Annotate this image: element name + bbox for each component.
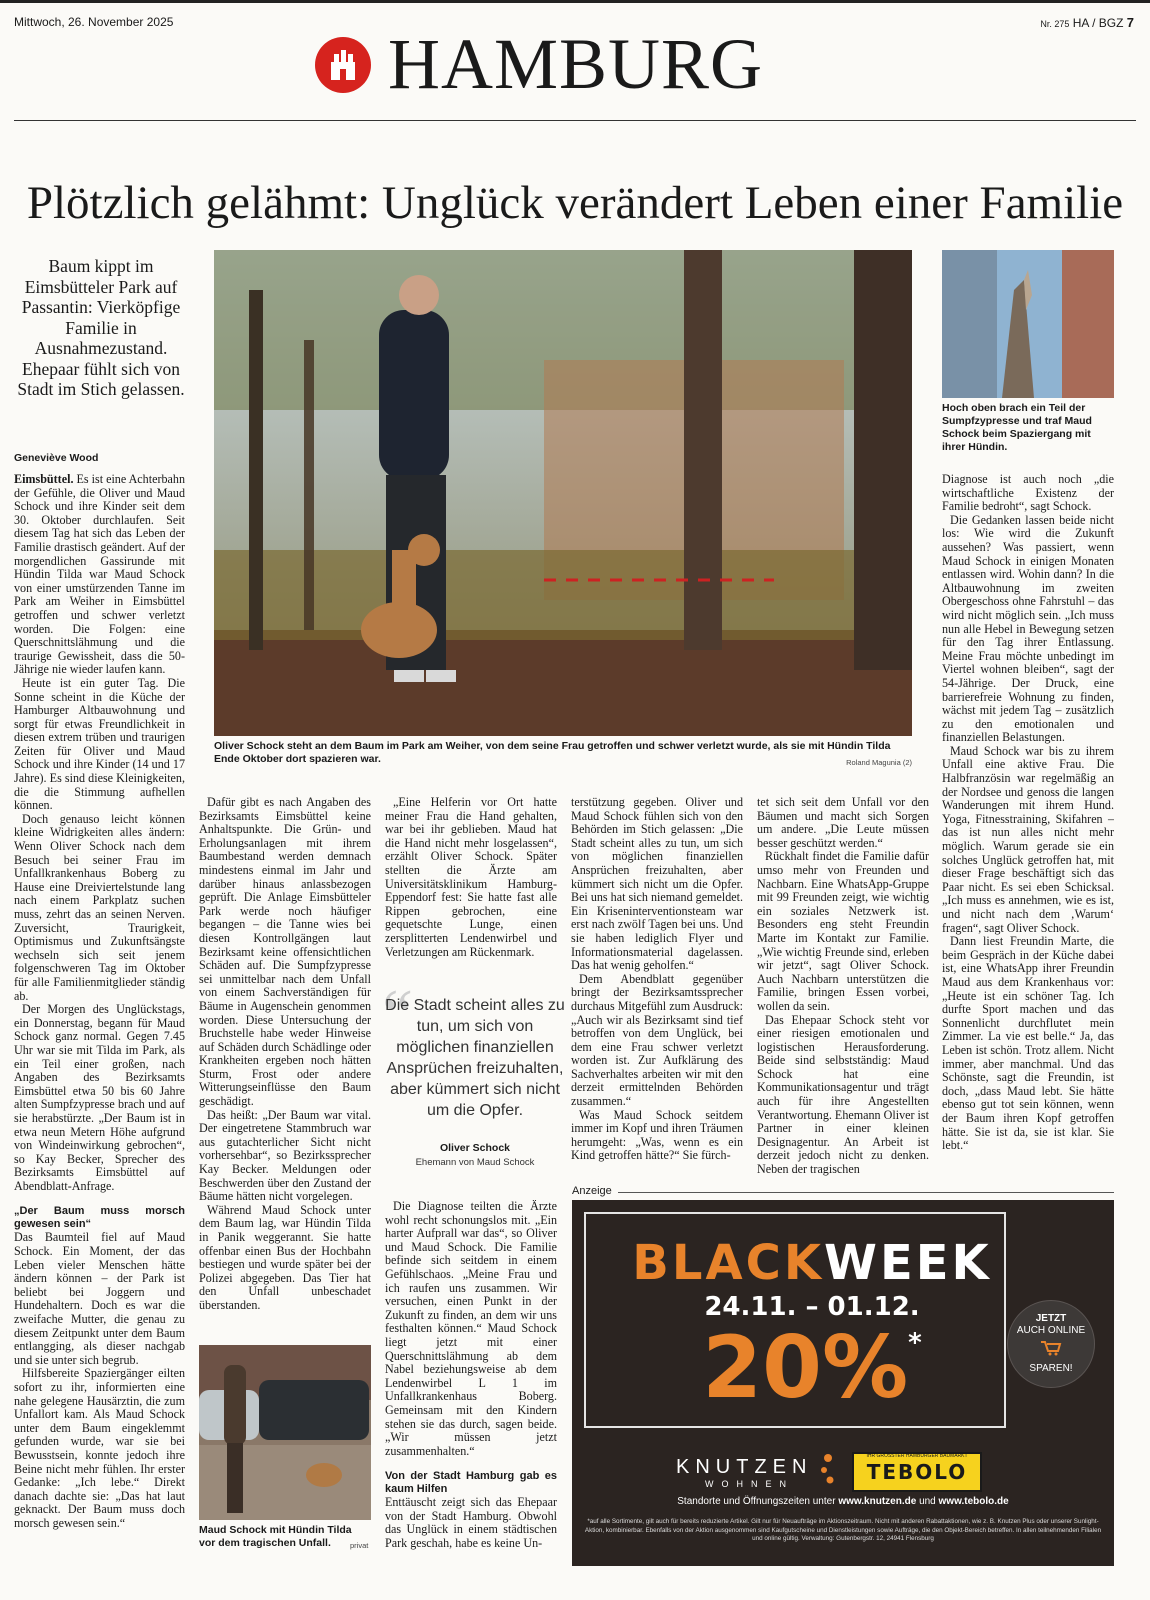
paragraph: terstützung gegeben. Oliver und Maud Schock fühlen sich von den Behörden im Stich gelassen: „Die Stadt scheint alles zu tun, um sich von möglichen finanziellen Ansprüchen freizuhalten, aber kümmert sich nicht um die Opfer. Bei uns hat sich niemand gemeldet. Ein Kriseninterventionsteam war erst nach zwölf Tagen bei uns. Und sie haben lediglich Flyer und Informationsmaterial dagelassen. Das hat wenig geholfen.“ — [571, 796, 743, 973]
ad-dates: 24.11. – 01.12. — [704, 1292, 920, 1322]
cart-icon — [1040, 1340, 1062, 1356]
subheading: „Der Baum muss morsch gewesen sein“ — [14, 1205, 185, 1231]
article-column-1 — [14, 473, 185, 1585]
paragraph: Der Morgen des Unglückstags, ein Donnerstag, begann für Maud Schock ganz normal. Gegen 7.45 Uhr war sie mit Tilda im Park, als ein Teil einer großen, nach Angaben des Bezirksamts Eimsbüttel etwa 50 bis 60 Jahre alten Sumpfzypresse brach und auf sie herabstürzte. „Der Baum ist in etwa neun Metern Höhe aufgrund von Windeinwirkung gebrochen“, so Kay Becker, Sprecher des Bezirksamts Eimsbüttel auf Abendblatt-Anfrage. — [14, 1002, 185, 1193]
small-photo-caption: Maud Schock mit Hündin Tilda vor dem tragischen Unfall. — [199, 1524, 352, 1549]
issue-date: Mittwoch, 26. November 2025 — [14, 15, 174, 29]
photo-credit: Roland Magunia (2) — [846, 758, 912, 767]
tebolo-logo: TEBOLO — [852, 1452, 982, 1492]
tebolo-link[interactable]: www.tebolo.de — [938, 1496, 1009, 1507]
article-column-2 — [199, 796, 371, 1336]
tree-photo-caption: Hoch oben brach ein Teil der Sumpfzypresse und traf Maud Schock beim Spaziergang mit ihrer Hündin. — [942, 402, 1092, 453]
paragraph: Rückhalt findet die Familie dafür umso mehr von Freunden und Nachbarn. Eine WhatsApp-Gruppe mit 99 Freunden zeigt, wie wichtig ein soziales Netzwerk ist. Besonders eng steht Freundin Marte im Kontakt zur Familie. „Wie wichtig Freunde sind, erleben wir jetzt“, sagt Oliver Schock. Auch Nachbarn unterstützen die Familie, bringen Essen vorbei, wollen da sein. — [757, 849, 929, 1013]
paragraph: Dann liest Freundin Marte, die beim Gespräch in der Küche dabei ist, eine WhatsApp ihrer Freundin Maud aus dem Krankenhaus vor: „Heute ist ein schöner Tag. Ich durfte Sport machen und das Sonnenlicht durchflutet mein Zimmer. La vie est belle.“ Ja, das Leben ist schön. Trotz allem. Nicht immer, aber manchmal. Und das Schönste, sagt die Freundin, ist doch, „dass Maud lebt. Sie hätte ebenso gut tot sein können, wenn der Baum ihren Kopf getroffen hätte. Sie ist da, sie ist klar. Sie lebt.“ — [942, 934, 1114, 1153]
pull-quote: Die Stadt scheint alles zu tun, um sich von möglichen finanziellen Ansprüchen freizuhalten, aber kümmert sich nicht um die Opfer. — [385, 997, 565, 1119]
quote-mark-icon: “ — [382, 976, 414, 1053]
ad-title-week: WEEK — [824, 1235, 992, 1291]
main-photo — [214, 250, 912, 736]
paragraph: Enttäuscht zeigt sich das Ehepaar von der Stadt Hamburg. Obwohl das Unglück in einem städtischen Park geschah, habe es keine Un- — [385, 1495, 557, 1551]
ad-discount-value: 20% — [702, 1318, 909, 1418]
small-photo — [199, 1345, 371, 1520]
pull-quote-name: Oliver Schock — [439, 1142, 511, 1154]
paragraph: Maud Schock war bis zu ihrem Unfall eine aktive Frau. Die Halbfranzösin war regelmäßig an der Nordsee und genoss die langen Wanderungen mit ihrem Hund. Yoga, Fitnesstraining, Skifahren – das ist nun alles nicht mehr möglich. Warum gerade sie ein solches Unglück getroffen hat, mit dieser Frage beschäftigt sich das Paar nicht. Es sei eben Schicksal. „Ich muss es annehmen, wie es ist, und nicht nach dem ‚Warum‘ fragen“, sagt Oliver Schock. — [942, 743, 1114, 935]
ad-rule — [618, 1192, 1114, 1193]
paragraph: „Eine Helferin vor Ort hatte meiner Frau die Hand gehalten, war bei ihr geblieben. Maud hat die Hand nicht mehr losgelassen“, erzählt Oliver Schock. Später stellten die Ärzte am Universitätsklinikum Hamburg-Eppendorf fest: Sie hatte fast alle Rippen gebrochen, eine gequetschte Lunge, einen zersplitterten Lendenwirbel und Verletzungen am Rückenmark. — [385, 796, 557, 959]
article-column-4 — [571, 796, 743, 1178]
paragraph: Das Ehepaar Schock steht vor einer riesigen emotionalen und logistischen Herausforderung. Beide sind selbstständig: Maud Schock hat eine Kommunikationsagentur und trägt auch für ihre Angestellten Verantwortung. Ehemann Oliver ist Partner in einer kleinen Designagentur. An Arbeit ist derzeit jedoch nicht zu denken. Neben der tragischen — [757, 1012, 929, 1177]
edition: HA / BGZ — [1072, 16, 1124, 30]
paragraph: Was Maud Schock seitdem immer im Kopf und ihren Träumen herumgeht: „Was, wenn es ein Kind getroffen hätte?“ Sie fürch- — [571, 1107, 743, 1163]
page-number: 7 — [1126, 15, 1134, 30]
paragraph: Die Gedanken lassen beide nicht los: Wie wird die Zukunft aussehen? Was passiert, wenn Maud Schock in einigen Monaten entlassen wird. Wohin dann? In die Altbauwohnung im zweiten Obergeschoss ohne Fahrstuhl – das wird nicht möglich sein. „Ich muss nun alle Hebel in Bewegung setzen für den Tag ihrer Entlassung. Meine Frau möchte unbedingt im Viertel wohnen bleiben“, sagt der 54-Jährige. Der Druck, eine barrierefreie Wohnung zu finden, wächst mit jedem Tag – zusätzlich zu den emotionalen und finanziellen Belastungen. — [942, 512, 1114, 745]
article-column-6 — [942, 473, 1114, 1183]
paragraph: Die Diagnose teilten die Ärzte wohl recht schonungslos mit. „Ein harter Aufprall war das“, so Oliver und Maud Schock. Die Familie befinde sich seitdem in einem Gefühlschaos. „Meine Frau und ich raufen uns zusammen. Wir versuchen, einen Punkt in der Zukunft zu finden, an dem wir uns festhalten können.“ Maud Schock liegt jetzt mit einer Querschnittslähmung ab dem Nabel beziehungsweise ab dem Lendenwirbel L 1 im Unfallkrankenhaus Boberg. Gemeinsam mit den Kindern stehen sie das durch, sagen beide. „Wir müssen jetzt zusammenhalten.“ — [385, 1200, 557, 1458]
paragraph: Es ist eine Achterbahn der Gefühle, die Oliver und Maud Schock und ihre Kinder seit dem 30. Oktober durchlaufen. Seit diesem Tag hat sich das Leben der Familie drastisch geändert. Auf der morgendlichen Gassirunde mit Hündin Tilda war Maud Schock von einer umstürzenden Tanne im Park am Weiher in Eimsbüttel getroffen und schwer verletzt worden. Die Folgen: eine Querschnittslähmung und die traurige Gewissheit, dass die 50-Jährige nie wieder laufen kann. — [14, 473, 185, 677]
paragraph: Während Maud Schock unter dem Baum lag, war Hündin Tilda in Panik weggerannt. Sie hatte offenbar einen Bus der Hochbahn bestiegen und wurde später bei der Polizei abgegeben. Das Tier hat den Unfall unbeschadet überstanden. — [199, 1202, 371, 1312]
paragraph: Doch genauso leicht können kleine Widrigkeiten alles ändern: Wenn Oliver Schock nach dem Besuch bei seiner Frau im Unfallkrankenhaus Boberg zu Hause eine Dreiviertelstunde lang nach einem Parkplatz suchen muss, zehrt das an seinen Nerven. Zuversicht, Traurigkeit, Optimismus und Zukunftsängste wechseln sich seit jenem folgenschweren Tag im Oktober für alle Familienmitglieder ständig ab. — [14, 811, 185, 1003]
hamburg-seal-icon — [314, 36, 372, 94]
article-column-5 — [757, 796, 929, 1178]
paragraph: Diagnose ist auch noch „die wirtschaftliche Existenz der Familie bedroht“, sagt Schock. — [942, 473, 1114, 514]
top-border — [0, 0, 1150, 3]
author-name: Geneviève Wood — [14, 452, 99, 464]
subheading: Von der Stadt Hamburg gab es kaum Hilfen — [385, 1470, 557, 1496]
knutzen-logo: KNUTZEN — [676, 1456, 813, 1478]
article-column-3-bottom — [385, 1200, 557, 1585]
tebolo-logo-sub: IHR GRÖSSTER HAMBURGER BAUMARKT — [866, 1453, 968, 1459]
pull-quote-role: Ehemann von Maud Schock — [415, 1157, 535, 1168]
ad-discount — [612, 1318, 1012, 1418]
paragraph: Hilfsbereite Spaziergänger eilten sofort zu ihr, informierten eine nahe gelegene Hausärztin, die zum Unfallort kam. Als Maud Schock unter dem Baum eingeklemmt gefunden wurde, war sie bei Bewusstsein, konnte jedoch ihre Beine nicht mehr fühlen. Ihr erster Gedanke: „Ich lebe.“ Direkt danach dachte sie: „Das hat laut geknackt. Der Baum muss doch morsch gewesen sein.“ — [14, 1366, 185, 1530]
knutzen-link[interactable]: www.knutzen.de — [838, 1496, 917, 1507]
stores-text: Standorte und Öffnungszeiten unter — [677, 1496, 836, 1507]
page-info — [1040, 15, 1134, 30]
ad-fine-print: *auf alle Sortimente, gilt auch für bereits reduzierte Artikel. Gilt nur für Neuaufträge im Aktionszeitraum. Nicht mit anderen Rabattaktionen, wie z. B. Knutzen Plus oder unserer Sunlight-Aktion, kombinierbar. Ebenfalls von der Aktion ausgenommen sind Kaufgutscheine und Dienstleistungen sowie Aufträge, die den Objekt-Bereich betreffen. In allen teilnehmenden Filialen und online gültig. Verwaltung: Gutenbergstr. 12, 24941 Flensburg — [584, 1518, 1102, 1542]
paragraph: Heute ist ein guter Tag. Die Sonne scheint in die Küche der Hamburger Altbauwohnung und sorgt für etwas Freundlichkeit in diesen extrem trüben und traurigen Zeiten für Oliver und Maud Schock und ihre Kinder (14 und 17 Jahre). Es sind diese Kleinigkeiten, die die Stimmung aufhellen können. — [14, 675, 185, 813]
small-photo-credit: privat — [350, 1541, 369, 1550]
article-headline: Plötzlich gelähmt: Unglück verändert Leben einer Familie — [26, 177, 1124, 229]
badge-line-1: JETZT — [1035, 1313, 1067, 1324]
article-subhead: Baum kippt im Eimsbütteler Park auf Passantin: Vierköpfige Familie in Ausnahmezustand. Ehepaar fühlt sich von Stadt im Stich gelassen. — [17, 256, 185, 399]
online-badge[interactable] — [1007, 1300, 1095, 1388]
paragraph: Das heißt: „Der Baum war vital. Der eingetretene Stammbruch war aus gutachterlicher Sicht nicht vorhersehbar“, so Bezirkssprecher Kay Becker. Meldungen oder Beschwerden über den Zustand der Bäume hätten nicht vorgelegen. — [199, 1107, 371, 1204]
stores-and: und — [919, 1496, 936, 1507]
section-title: HAMBURG — [388, 24, 764, 104]
paragraph: tet sich seit dem Unfall vor den Bäumen und macht sich Sorgen um andere. „Die Leute müssen besser geschützt werden.“ — [757, 796, 929, 850]
knutzen-dots-icon — [818, 1452, 838, 1488]
ad-title — [612, 1235, 1012, 1291]
badge-line-2: AUCH ONLINE — [1016, 1325, 1086, 1336]
tree-photo — [942, 250, 1114, 398]
main-photo-caption: Oliver Schock steht an dem Baum im Park am Weiher, von dem seine Frau getroffen und schwer verletzt wurde, als sie mit Hündin Tilda Ende Oktober dort spazieren war. — [214, 740, 891, 765]
issue-number: Nr. 275 — [1040, 19, 1070, 29]
ad-asterisk: * — [908, 1328, 922, 1358]
ad-title-black: BLACK — [632, 1235, 825, 1291]
paragraph: Dafür gibt es nach Angaben des Bezirksamts Eimsbüttel keine Anhaltspunkte. Die Grün- und Erholungsanlagen mit ihrem Baumbestand werden demnach mindestens einmal im Jahr und darüber hinaus anlassbezogen geprüft. Die Anlage Eimsbütteler Park werde noch häufiger begangen – die Tanne wies bei diesen Kontrollgängen laut Bezirksamt keine offensichtlichen Schäden auf. Die Sumpfzypresse sei unmittelbar nach dem Unfall von einem Sachverständigen für Bäume in Augenschein genommen worden. Diese Untersuchung der Bruchstelle habe weder Hinweise auf Schäden durch Schädlinge oder Krankheiten ergeben noch hätten Sturm, Frost oder andere Witterungseinflüsse den Baum geschädigt. — [199, 796, 371, 1109]
knutzen-logo-sub: WOHNEN — [705, 1479, 794, 1489]
ad-label: Anzeige — [572, 1185, 612, 1197]
header-rule — [14, 120, 1136, 121]
paragraph: Das Baumteil fiel auf Maud Schock. Ein Moment, der das Leben vieler Menschen hätte ändern können – der Park ist beliebt bei Joggern und Hundehaltern. Doch es war die zweifache Mutter, die genau zu diesem Zeitpunkt unter dem Baum entlangging, als dieser nachgab und sie unter sich begrub. — [14, 1230, 185, 1367]
badge-line-3: SPAREN! — [1029, 1363, 1073, 1374]
ad-stores — [572, 1496, 1114, 1507]
paragraph: Dem Abendblatt gegenüber bringt der Bezirksamtssprecher durchaus Mitgefühl zum Ausdruck: „Auch wir als Bezirksamt sind tief betroffen von dem Unglück, bei dem eine Frau schwer verletzt worden ist. Zur Aufklärung des Sachverhaltes arbeiten wir mit den derzeit ermittelnden Behörden zusammen.“ — [571, 971, 743, 1109]
article-column-3-top — [385, 796, 557, 966]
dateline: Eimsbüttel. — [14, 473, 74, 486]
